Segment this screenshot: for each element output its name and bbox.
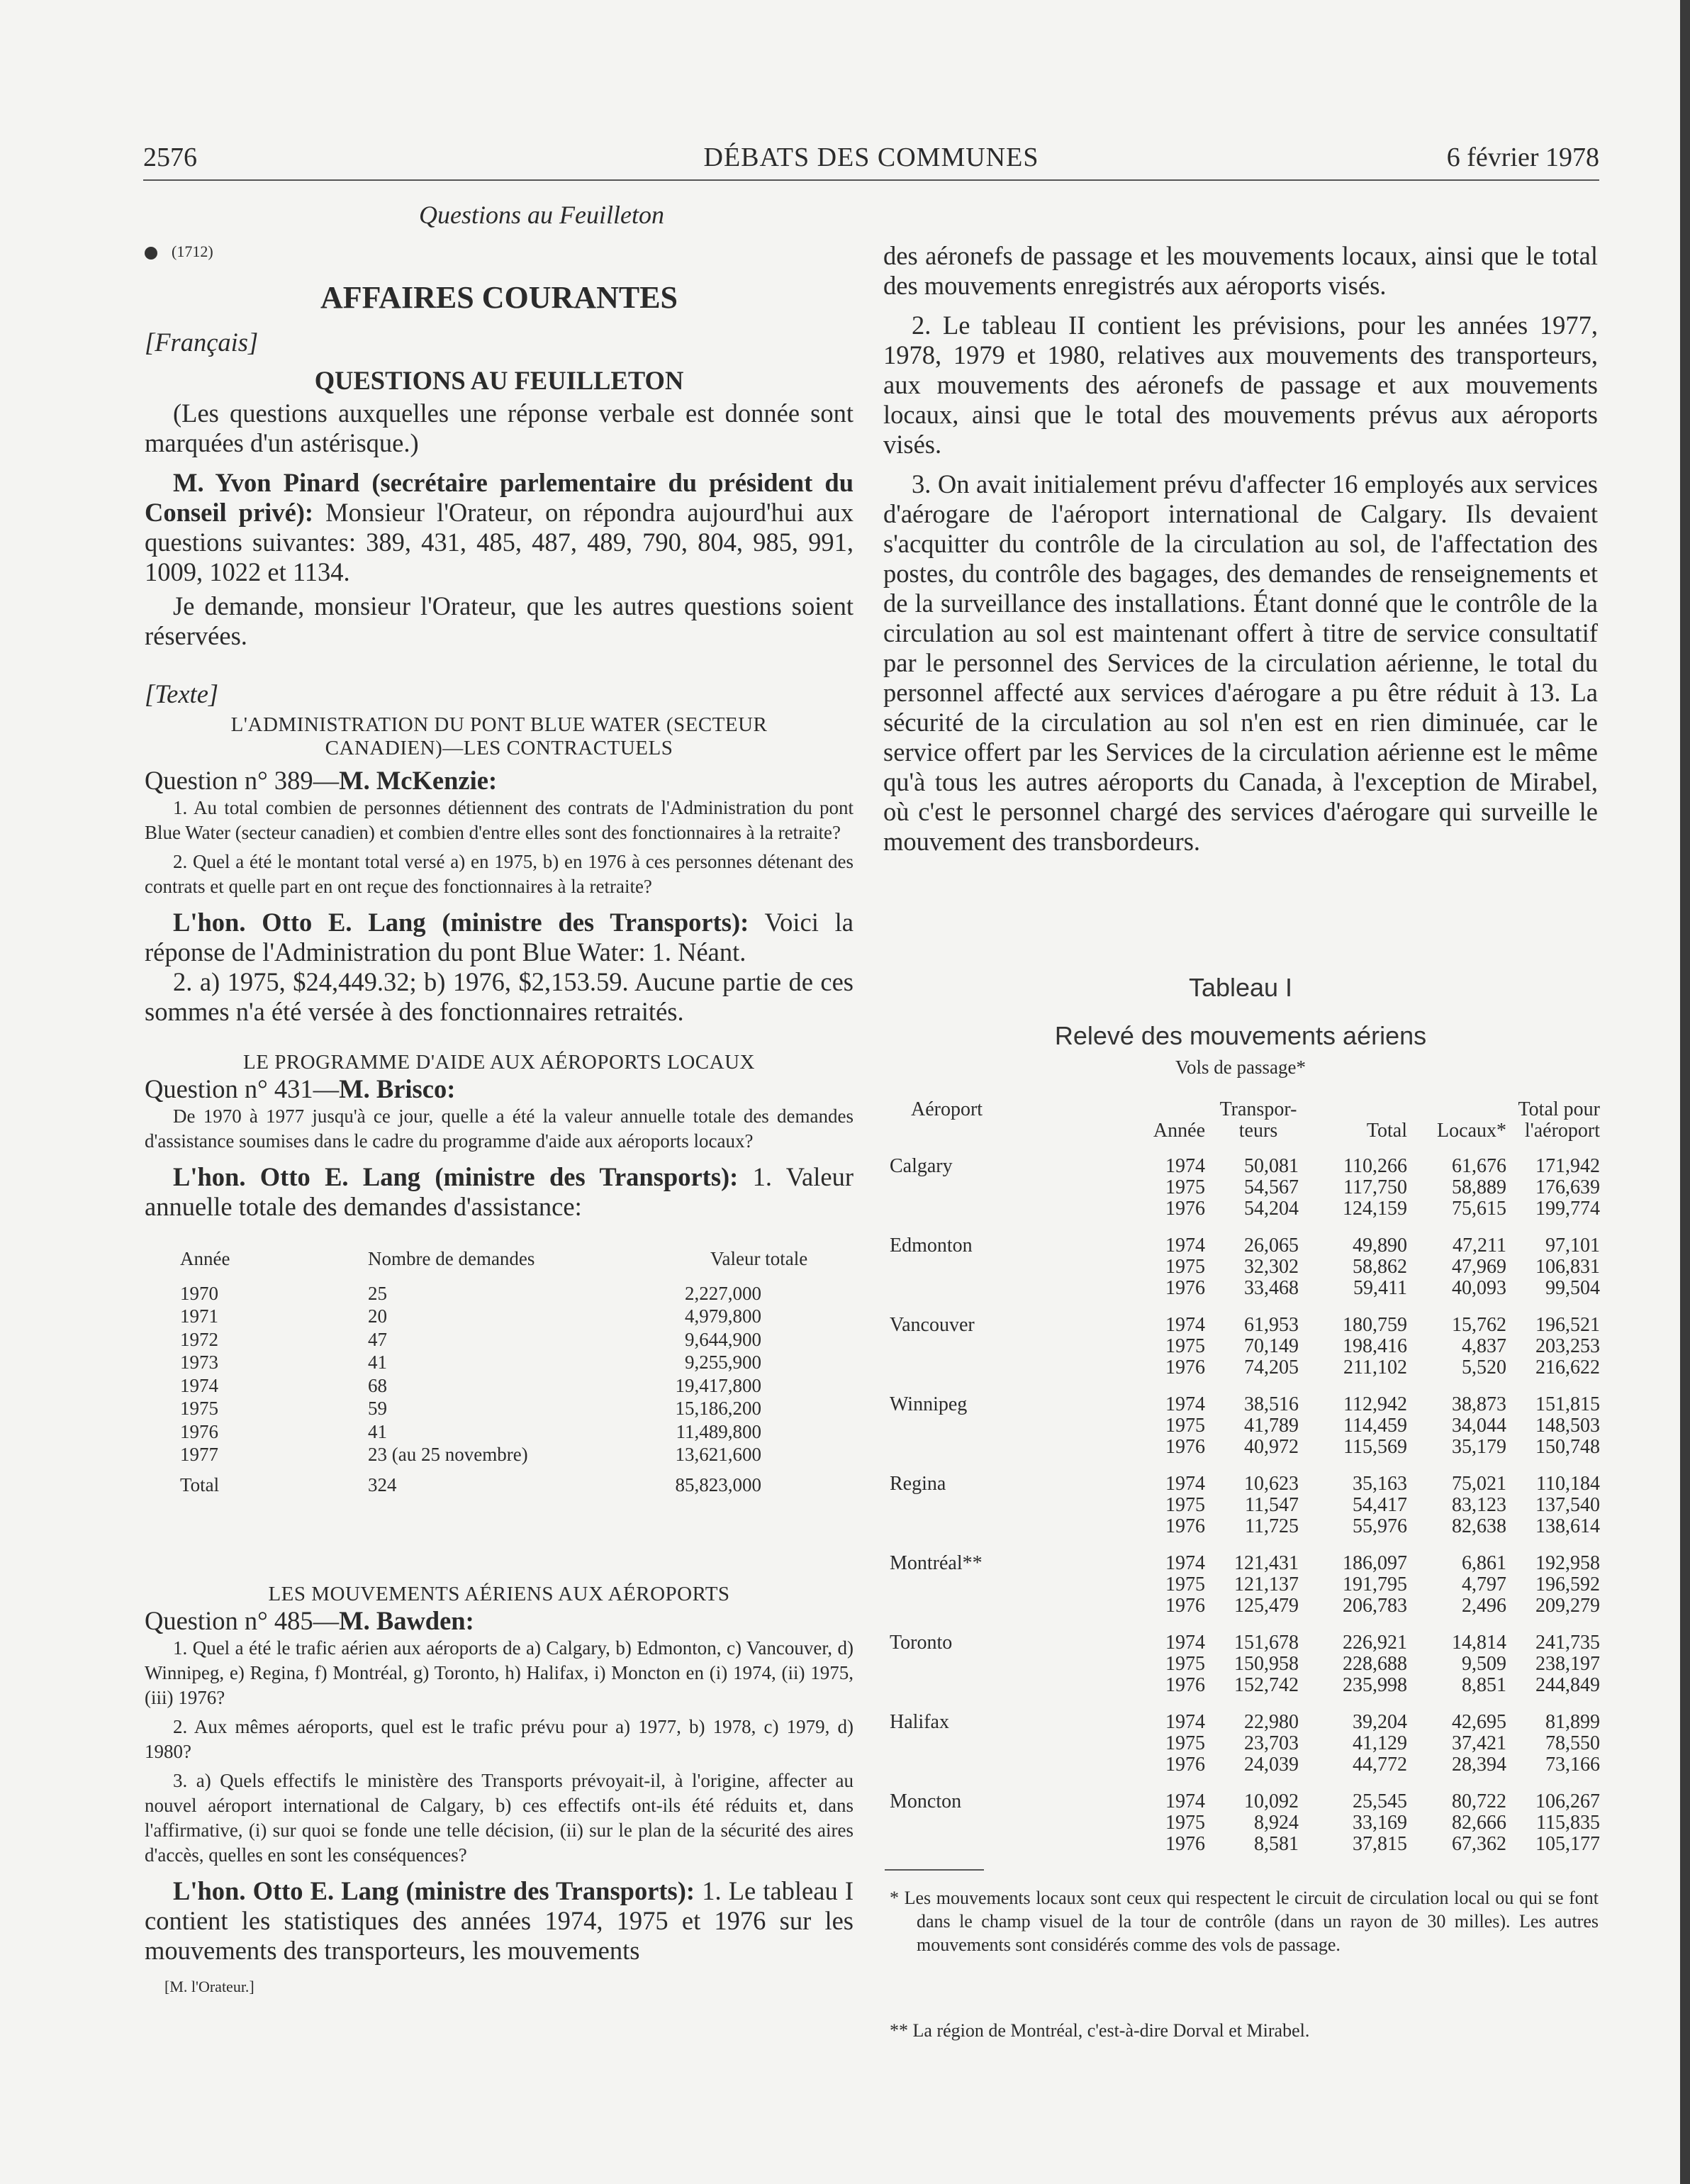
cell-total: 186,097 xyxy=(1343,1552,1407,1574)
cell-total-aeroport: 106,267 xyxy=(1535,1790,1600,1812)
airport-name xyxy=(890,1733,1124,1754)
row-count: 47 xyxy=(368,1328,387,1350)
cell-locaux: 82,638 xyxy=(1452,1515,1506,1537)
airport-row xyxy=(890,1473,1600,1495)
cell-transporteurs: 32,302 xyxy=(1244,1256,1299,1278)
row-year: 1975 xyxy=(180,1398,218,1419)
cell-total-aeroport: 105,177 xyxy=(1535,1833,1600,1855)
cell-total: 191,795 xyxy=(1343,1573,1407,1595)
cell-transporteurs: 150,958 xyxy=(1234,1653,1299,1675)
cell-locaux: 75,021 xyxy=(1452,1473,1506,1495)
hdr-transporteurs-1: Transpor- xyxy=(1219,1098,1297,1120)
cell-transporteurs: 24,039 xyxy=(1244,1754,1299,1776)
cell-year: 1975 xyxy=(1165,1653,1205,1675)
cell-year: 1975 xyxy=(1165,1176,1205,1198)
cell-locaux: 5,520 xyxy=(1462,1356,1506,1378)
row-value: 15,186,200 xyxy=(675,1398,761,1419)
subheading: QUESTIONS AU FEUILLETON xyxy=(314,366,684,395)
question-485-part-1: 1. Quel a été le trafic aérien aux aéroports de a) Calgary, b) Edmonton, c) Vancouver, d) Winnipeg, e) Regina, f) Montréal, g) Toronto, h) Halifax, i) Moncton en (i) 1974, (ii) 1975, (iii) 1976? xyxy=(145,1637,854,1708)
cell-total-aeroport: 148,503 xyxy=(1535,1415,1600,1437)
cell-year: 1976 xyxy=(1165,1356,1205,1378)
cell-total-aeroport: 137,540 xyxy=(1535,1494,1600,1516)
cell-locaux: 6,861 xyxy=(1462,1552,1506,1574)
right-paragraph-2: 2. Le tableau II contient les prévisions, pour les années 1977, 1978, 1979 et 1980, relatives aux mouvements des transporteurs, aux mouvements des aéronefs de passage et aux mouvements locaux, ainsi que le total des mouvements prévus aux aéroports visés. xyxy=(883,311,1598,459)
speaker-lang-2: L'hon. Otto E. Lang (ministre des Transports): xyxy=(173,1162,739,1191)
cell-year: 1976 xyxy=(1165,1198,1205,1220)
row-value: 13,621,600 xyxy=(675,1444,761,1465)
cell-total-aeroport: 138,614 xyxy=(1535,1515,1600,1537)
cell-year: 1975 xyxy=(1165,1415,1205,1437)
row-year: 1970 xyxy=(180,1282,218,1304)
right-paragraph-3: 3. On avait initialement prévu d'affecter 16 employés aux services d'aérogare de l'aéroport international de Calgary. Ils devaient s'acquitter du contrôle de la circulation au sol, de l'affectation des postes, du contrôle des bagages, des demandes de renseignements et de la surveillance des installations. Étant donné que le contrôle de la circulation au sol est maintenant offert à titre de service consultatif par le personnel des Services de la circulation aérienne, le total du personnel affecté aux services d'aérogare a pu être réduit à 13. La sécurité de la circulation au sol n'en est en rien diminuée, car le service offert par les Services de la circulation aérienne est le même qu'à tous les autres aéroports du Canada, à l'exception de Mirabel, où c'est le personnel chargé des services d'aérogare qui surveille le mouvement des transbordeurs. xyxy=(883,469,1598,856)
airport-name: Winnipeg xyxy=(890,1393,968,1415)
intro-paragraph: (Les questions auxquelles une réponse verbale est donnée sont marquées d'un astérisque.) xyxy=(145,399,854,457)
cell-transporteurs: 121,137 xyxy=(1234,1573,1299,1595)
row-count: 41 xyxy=(368,1352,387,1373)
cell-transporteurs: 10,623 xyxy=(1244,1473,1299,1495)
cell-locaux: 75,615 xyxy=(1452,1198,1506,1220)
cell-total: 180,759 xyxy=(1343,1314,1407,1336)
cell-transporteurs: 54,567 xyxy=(1244,1176,1299,1198)
total-label: Total xyxy=(180,1473,220,1495)
cell-total: 25,545 xyxy=(1353,1790,1407,1812)
cell-locaux: 34,044 xyxy=(1452,1415,1506,1437)
col-valeur: Valeur totale xyxy=(710,1248,808,1269)
airport-row xyxy=(890,1712,1600,1733)
language-tag-text: [Texte] xyxy=(145,679,219,708)
row-count: 23 (au 25 novembre) xyxy=(368,1444,528,1465)
cell-year: 1974 xyxy=(1165,1314,1205,1336)
cell-total-aeroport: 151,815 xyxy=(1535,1393,1600,1415)
airport-row xyxy=(890,1336,1600,1357)
cell-locaux: 35,179 xyxy=(1452,1436,1506,1458)
cell-year: 1976 xyxy=(1165,1436,1205,1458)
speaker-lang: L'hon. Otto E. Lang (ministre des Transports): xyxy=(173,908,749,937)
airport-row xyxy=(890,1516,1600,1537)
airport-row xyxy=(890,1595,1600,1617)
assistance-table-row xyxy=(180,1305,825,1328)
cell-total: 59,411 xyxy=(1353,1277,1407,1299)
cell-year: 1976 xyxy=(1165,1833,1205,1855)
q431-prefix: Question n° 431— xyxy=(145,1074,340,1103)
cell-total-aeroport: 196,521 xyxy=(1535,1314,1600,1336)
assistance-table-row xyxy=(180,1282,825,1305)
cell-total: 41,129 xyxy=(1353,1732,1407,1754)
cell-locaux: 4,797 xyxy=(1462,1573,1506,1595)
cell-total-aeroport: 110,184 xyxy=(1536,1473,1600,1495)
cell-locaux: 67,362 xyxy=(1452,1833,1506,1855)
cell-locaux: 8,851 xyxy=(1462,1674,1506,1696)
movements-table xyxy=(890,1099,1600,1855)
cell-locaux: 40,093 xyxy=(1452,1277,1506,1299)
airport-row xyxy=(890,1278,1600,1299)
answer-485-text: 1. Le tableau I contient les statistiques des années 1974, 1975 et 1976 sur les mouvements des transporteurs, les mouvements xyxy=(145,1876,854,1965)
cell-locaux: 37,421 xyxy=(1452,1732,1506,1754)
cell-transporteurs: 121,431 xyxy=(1234,1552,1299,1574)
cell-locaux: 28,394 xyxy=(1452,1754,1506,1776)
cell-year: 1975 xyxy=(1165,1732,1205,1754)
footnote-1: * Les mouvements locaux sont ceux qui respectent le circuit de circulation local ou qui se font dans le champ visuel de la tour de contrôle (dans un rayon de 30 milles). Les autres mouvements sont considérés comme des vols de passage. xyxy=(890,1888,1599,1955)
row-year: 1973 xyxy=(180,1352,218,1373)
cell-year: 1975 xyxy=(1165,1573,1205,1595)
assistance-table-row xyxy=(180,1420,825,1444)
question-485-title: LES MOUVEMENTS AÉRIENS AUX AÉROPORTS xyxy=(268,1583,730,1605)
hdr-aeroport: l'aéroport xyxy=(1524,1120,1600,1142)
speaker-lang-3: L'hon. Otto E. Lang (ministre des Transports): xyxy=(173,1876,695,1905)
running-section-title: Questions au Feuilleton xyxy=(419,201,664,229)
assistance-table-row xyxy=(180,1351,825,1374)
cell-total-aeroport: 78,550 xyxy=(1545,1732,1600,1754)
cell-year: 1976 xyxy=(1165,1674,1205,1696)
cell-transporteurs: 8,924 xyxy=(1254,1812,1299,1834)
airport-row xyxy=(890,1733,1600,1754)
cell-transporteurs: 151,678 xyxy=(1234,1632,1299,1654)
cell-total: 112,942 xyxy=(1343,1393,1407,1415)
right-paragraph-1: des aéronefs de passage et les mouvements locaux, ainsi que le total des mouvements enregistrés aux aéroports visés. xyxy=(883,241,1598,300)
cell-locaux: 61,676 xyxy=(1452,1155,1506,1177)
q485-prefix: Question n° 485— xyxy=(145,1606,340,1635)
question-431-heading xyxy=(145,1074,854,1104)
row-value: 4,979,800 xyxy=(685,1305,761,1327)
answer-431-text: 1. Valeur annuelle totale des demandes d'assistance: xyxy=(145,1162,854,1221)
question-389-part-1: 1. Au total combien de personnes détiennent des contrats de l'Administration du pont Blue Water (secteur canadien) et combien d'entre elles sont des fonctionnaires à la retraite? xyxy=(145,797,854,843)
pinard-paragraph xyxy=(145,468,854,587)
cell-transporteurs: 50,081 xyxy=(1244,1155,1299,1177)
assistance-table xyxy=(180,1247,825,1496)
airport-name xyxy=(890,1516,1124,1537)
q485-author: M. Bawden: xyxy=(339,1606,474,1635)
question-485-part-3: 3. a) Quels effectifs le ministère des Transports prévoyait-il, à l'origine, affecter au nouvel aéroport international de Calgary, b) ces effectifs ont-ils été réduits et, dans l'affirmative, (i) sur quoi se fonde une telle décision, (ii) sur le plan de la sécurité des aires d'accès, quelles en sont les conséquences? xyxy=(145,1770,854,1866)
left-column xyxy=(145,200,854,1999)
airport-name: Montréal** xyxy=(890,1552,983,1574)
cell-locaux: 47,969 xyxy=(1452,1256,1506,1278)
journal-title: DÉBATS DES COMMUNES xyxy=(703,143,1039,172)
airport-name xyxy=(890,1177,1124,1198)
cell-total: 115,569 xyxy=(1343,1436,1407,1458)
airport-name xyxy=(890,1278,1124,1299)
row-count: 25 xyxy=(368,1282,387,1304)
pinard-paragraph-2: Je demande, monsieur l'Orateur, que les autres questions soient réservées. xyxy=(145,591,854,650)
assistance-table-total xyxy=(180,1473,825,1497)
cell-year: 1976 xyxy=(1165,1754,1205,1776)
footnote-2: ** La région de Montréal, c'est-à-dire Dorval et Mirabel. xyxy=(890,2020,1310,2041)
hdr-total-pour: Total pour xyxy=(1518,1098,1600,1120)
header-rule xyxy=(143,179,1599,181)
cell-total: 33,169 xyxy=(1353,1812,1407,1834)
cell-transporteurs: 54,204 xyxy=(1244,1198,1299,1220)
cell-total: 39,204 xyxy=(1353,1711,1407,1733)
hdr-transporteurs-2: teurs xyxy=(1238,1120,1278,1142)
cell-year: 1976 xyxy=(1165,1515,1205,1537)
cell-total: 49,890 xyxy=(1353,1235,1407,1257)
cell-transporteurs: 23,703 xyxy=(1244,1732,1299,1754)
cell-transporteurs: 125,479 xyxy=(1234,1595,1299,1617)
airport-name xyxy=(890,1257,1124,1278)
cell-year: 1974 xyxy=(1165,1552,1205,1574)
cell-transporteurs: 40,972 xyxy=(1244,1436,1299,1458)
cell-locaux: 80,722 xyxy=(1452,1790,1506,1812)
assistance-table-header xyxy=(180,1247,825,1271)
airport-name: Calgary xyxy=(890,1155,953,1177)
hdr-airport: Aéroport xyxy=(911,1098,983,1120)
cell-locaux: 82,666 xyxy=(1452,1812,1506,1834)
row-value: 19,417,800 xyxy=(675,1374,761,1396)
airport-row xyxy=(890,1177,1600,1198)
row-count: 20 xyxy=(368,1305,387,1327)
airport-row xyxy=(890,1156,1600,1177)
cell-total: 228,688 xyxy=(1343,1653,1407,1675)
airport-name xyxy=(890,1654,1124,1675)
cell-total: 37,815 xyxy=(1353,1833,1407,1855)
cell-total: 235,998 xyxy=(1343,1674,1407,1696)
cell-transporteurs: 33,468 xyxy=(1244,1277,1299,1299)
cell-total-aeroport: 241,735 xyxy=(1535,1632,1600,1654)
q389-prefix: Question n° 389— xyxy=(145,766,340,795)
cell-total-aeroport: 238,197 xyxy=(1535,1653,1600,1675)
row-year: 1971 xyxy=(180,1305,218,1327)
airport-row xyxy=(890,1574,1600,1595)
cell-total-aeroport: 106,831 xyxy=(1535,1256,1600,1278)
hdr-total: Total xyxy=(1366,1120,1407,1142)
airport-row xyxy=(890,1415,1600,1437)
cell-total-aeroport: 115,835 xyxy=(1536,1812,1600,1834)
cell-total-aeroport: 150,748 xyxy=(1535,1436,1600,1458)
airport-row xyxy=(890,1654,1600,1675)
question-389-part-2: 2. Quel a été le montant total versé a) en 1975, b) en 1976 à ces personnes détenant des contrats et quelle part en ont reçue des fonctionnaires à la retraite? xyxy=(145,851,854,897)
question-485-part-2: 2. Aux mêmes aéroports, quel est le trafic prévu pour a) 1977, b) 1978, c) 1979, d) 1980? xyxy=(145,1716,854,1762)
q431-author: M. Brisco: xyxy=(339,1074,456,1103)
cell-year: 1974 xyxy=(1165,1711,1205,1733)
row-value: 9,644,900 xyxy=(685,1328,761,1350)
airport-name: Toronto xyxy=(890,1632,953,1654)
airport-name xyxy=(890,1415,1124,1437)
cell-transporteurs: 41,789 xyxy=(1244,1415,1299,1437)
cell-locaux: 47,211 xyxy=(1453,1235,1506,1257)
cell-total: 44,772 xyxy=(1353,1754,1407,1776)
cell-locaux: 83,123 xyxy=(1452,1494,1506,1516)
cell-locaux: 4,837 xyxy=(1462,1335,1506,1357)
total-value: 85,823,000 xyxy=(675,1473,761,1495)
row-count: 68 xyxy=(368,1374,387,1396)
row-year: 1974 xyxy=(180,1374,218,1396)
airport-name: Moncton xyxy=(890,1790,962,1812)
cell-locaux: 42,695 xyxy=(1452,1711,1506,1733)
airport-row xyxy=(890,1357,1600,1378)
hdr-year: Année xyxy=(1153,1120,1205,1142)
cell-locaux: 38,873 xyxy=(1452,1393,1506,1415)
airport-name xyxy=(890,1754,1124,1776)
airport-row xyxy=(890,1675,1600,1696)
cell-total-aeroport: 244,849 xyxy=(1535,1674,1600,1696)
right-column xyxy=(883,241,1598,857)
airport-name xyxy=(890,1198,1124,1220)
airport-row xyxy=(890,1315,1600,1336)
q389-author: M. McKenzie: xyxy=(339,766,498,795)
cell-year: 1975 xyxy=(1165,1494,1205,1516)
airport-row xyxy=(890,1553,1600,1574)
airport-row xyxy=(890,1632,1600,1654)
row-value: 9,255,900 xyxy=(685,1352,761,1373)
cell-total-aeroport: 199,774 xyxy=(1535,1198,1600,1220)
cell-total-aeroport: 81,899 xyxy=(1545,1711,1600,1733)
cell-transporteurs: 8,581 xyxy=(1254,1833,1299,1855)
speaker-pinard: M. Yvon Pinard (secrétaire parlementaire du président du Conseil privé): xyxy=(145,468,854,527)
cell-locaux: 9,509 xyxy=(1462,1653,1506,1675)
cell-transporteurs: 11,547 xyxy=(1245,1494,1299,1516)
cell-year: 1974 xyxy=(1165,1235,1205,1257)
airport-name xyxy=(890,1336,1124,1357)
cell-total: 55,976 xyxy=(1353,1515,1407,1537)
cell-total-aeroport: 99,504 xyxy=(1545,1277,1600,1299)
airport-name: Halifax xyxy=(890,1711,949,1733)
cell-transporteurs: 11,725 xyxy=(1245,1515,1299,1537)
section-heading: AFFAIRES COURANTES xyxy=(320,280,678,315)
airport-name xyxy=(890,1495,1124,1516)
cell-year: 1974 xyxy=(1165,1393,1205,1415)
row-year: 1976 xyxy=(180,1420,218,1442)
cell-total: 206,783 xyxy=(1343,1595,1407,1617)
airport-row xyxy=(890,1812,1600,1834)
cell-total-aeroport: 209,279 xyxy=(1535,1595,1600,1617)
cell-locaux: 58,889 xyxy=(1452,1176,1506,1198)
answer-485 xyxy=(145,1876,854,1966)
cell-total: 117,750 xyxy=(1343,1176,1407,1198)
airport-row xyxy=(890,1834,1600,1855)
time-mark-text: (1712) xyxy=(172,243,213,260)
cell-transporteurs: 70,149 xyxy=(1244,1335,1299,1357)
cell-locaux: 15,762 xyxy=(1452,1314,1506,1336)
movements-header-1 xyxy=(890,1099,1600,1120)
footnote-rule xyxy=(885,1869,984,1871)
row-count: 41 xyxy=(368,1420,387,1442)
row-count: 59 xyxy=(368,1398,387,1419)
airport-name xyxy=(890,1675,1124,1696)
cell-total-aeroport: 73,166 xyxy=(1545,1754,1600,1776)
airport-row xyxy=(890,1495,1600,1516)
airport-row xyxy=(890,1394,1600,1415)
hdr-locaux: Locaux* xyxy=(1437,1120,1506,1142)
cell-year: 1974 xyxy=(1165,1473,1205,1495)
language-tag-french: [Français] xyxy=(145,328,259,357)
cell-total-aeroport: 203,253 xyxy=(1535,1335,1600,1357)
airport-name xyxy=(890,1812,1124,1834)
table-subtitle: Relevé des mouvements aériens xyxy=(1054,1021,1427,1050)
cell-total: 114,459 xyxy=(1343,1415,1407,1437)
question-431-text: De 1970 à 1977 jusqu'à ce jour, quelle a été la valeur annuelle totale des demandes d'assistance soumises dans le cadre du programme d'aide aux aéroports locaux? xyxy=(145,1105,854,1152)
cell-year: 1974 xyxy=(1165,1632,1205,1654)
airport-name: Edmonton xyxy=(890,1235,973,1257)
cell-total-aeroport: 216,622 xyxy=(1535,1356,1600,1378)
airport-name xyxy=(890,1357,1124,1378)
cell-transporteurs: 10,092 xyxy=(1244,1790,1299,1812)
airport-row xyxy=(890,1235,1600,1257)
movements-header-2 xyxy=(890,1120,1600,1142)
col-demandes: Nombre de demandes xyxy=(368,1248,535,1269)
airport-row xyxy=(890,1257,1600,1278)
pinard-text: Monsieur l'Orateur, on répondra aujourd'hui aux questions suivantes: 389, 431, 485, 487, 489, 790, 804, 985, 991, 1009, 1022 et 1134. xyxy=(145,498,854,586)
footer-tag: [M. l'Orateur.] xyxy=(164,1978,254,1995)
cell-total-aeroport: 196,592 xyxy=(1535,1573,1600,1595)
question-389-title: L'ADMINISTRATION DU PONT BLUE WATER (SECTEUR CANADIEN)—LES CONTRACTUELS xyxy=(230,713,768,759)
cell-total: 226,921 xyxy=(1343,1632,1407,1654)
cell-year: 1975 xyxy=(1165,1335,1205,1357)
cell-year: 1975 xyxy=(1165,1256,1205,1278)
page-header xyxy=(143,142,1599,177)
cell-total-aeroport: 171,942 xyxy=(1535,1155,1600,1177)
row-value: 2,227,000 xyxy=(685,1282,761,1304)
airport-name: Vancouver xyxy=(890,1314,975,1336)
row-year: 1977 xyxy=(180,1444,218,1465)
airport-name xyxy=(890,1595,1124,1617)
airport-row xyxy=(890,1791,1600,1812)
cell-locaux: 2,496 xyxy=(1462,1595,1506,1617)
airport-row xyxy=(890,1754,1600,1776)
assistance-table-row xyxy=(180,1328,825,1352)
cell-year: 1974 xyxy=(1165,1155,1205,1177)
cell-total-aeroport: 176,639 xyxy=(1535,1176,1600,1198)
cell-year: 1976 xyxy=(1165,1595,1205,1617)
cell-year: 1974 xyxy=(1165,1790,1205,1812)
assistance-table-row xyxy=(180,1397,825,1420)
time-marker xyxy=(145,237,854,267)
cell-year: 1975 xyxy=(1165,1812,1205,1834)
cell-total: 198,416 xyxy=(1343,1335,1407,1357)
cell-total-aeroport: 97,101 xyxy=(1545,1235,1600,1257)
airport-row xyxy=(890,1437,1600,1458)
assistance-table-row xyxy=(180,1374,825,1398)
question-431-title: LE PROGRAMME D'AIDE AUX AÉROPORTS LOCAUX xyxy=(243,1051,755,1074)
cell-transporteurs: 38,516 xyxy=(1244,1393,1299,1415)
airport-name xyxy=(890,1834,1124,1855)
cell-transporteurs: 74,205 xyxy=(1244,1356,1299,1378)
cell-total: 58,862 xyxy=(1353,1256,1407,1278)
answer-389-text: Voici la réponse de l'Administration du pont Blue Water: 1. Néant. xyxy=(145,908,854,966)
cell-year: 1976 xyxy=(1165,1277,1205,1299)
answer-389-part-2: 2. a) 1975, $24,449.32; b) 1976, $2,153.59. Aucune partie de ces sommes n'a été versée à des fonctionnaires retraités. xyxy=(145,967,854,1026)
cell-transporteurs: 152,742 xyxy=(1234,1674,1299,1696)
answer-389 xyxy=(145,908,854,967)
airport-row xyxy=(890,1198,1600,1220)
issue-date: 6 février 1978 xyxy=(1446,143,1599,172)
row-value: 11,489,800 xyxy=(676,1420,761,1442)
cell-total: 35,163 xyxy=(1353,1473,1407,1495)
cell-total-aeroport: 192,958 xyxy=(1535,1552,1600,1574)
total-count: 324 xyxy=(368,1473,397,1495)
cell-total: 124,159 xyxy=(1343,1198,1407,1220)
assistance-table-row xyxy=(180,1443,825,1466)
airport-name xyxy=(890,1574,1124,1595)
row-year: 1972 xyxy=(180,1328,218,1350)
cell-total: 211,102 xyxy=(1343,1356,1407,1378)
cell-transporteurs: 22,980 xyxy=(1244,1711,1299,1733)
cell-transporteurs: 26,065 xyxy=(1244,1235,1299,1257)
cell-locaux: 14,814 xyxy=(1452,1632,1506,1654)
question-389-heading xyxy=(145,766,854,796)
cell-total: 54,417 xyxy=(1353,1494,1407,1516)
airport-name xyxy=(890,1437,1124,1458)
col-annee: Année xyxy=(180,1248,230,1269)
bullet-icon xyxy=(145,247,157,260)
question-485-heading xyxy=(145,1606,854,1636)
answer-431 xyxy=(145,1162,854,1222)
table-subsubtitle: Vols de passage* xyxy=(1175,1057,1306,1078)
cell-total: 110,266 xyxy=(1343,1155,1407,1177)
cell-transporteurs: 61,953 xyxy=(1244,1314,1299,1336)
table-title: Tableau I xyxy=(1188,973,1293,1002)
airport-name: Regina xyxy=(890,1473,946,1495)
page-number: 2576 xyxy=(143,143,197,172)
